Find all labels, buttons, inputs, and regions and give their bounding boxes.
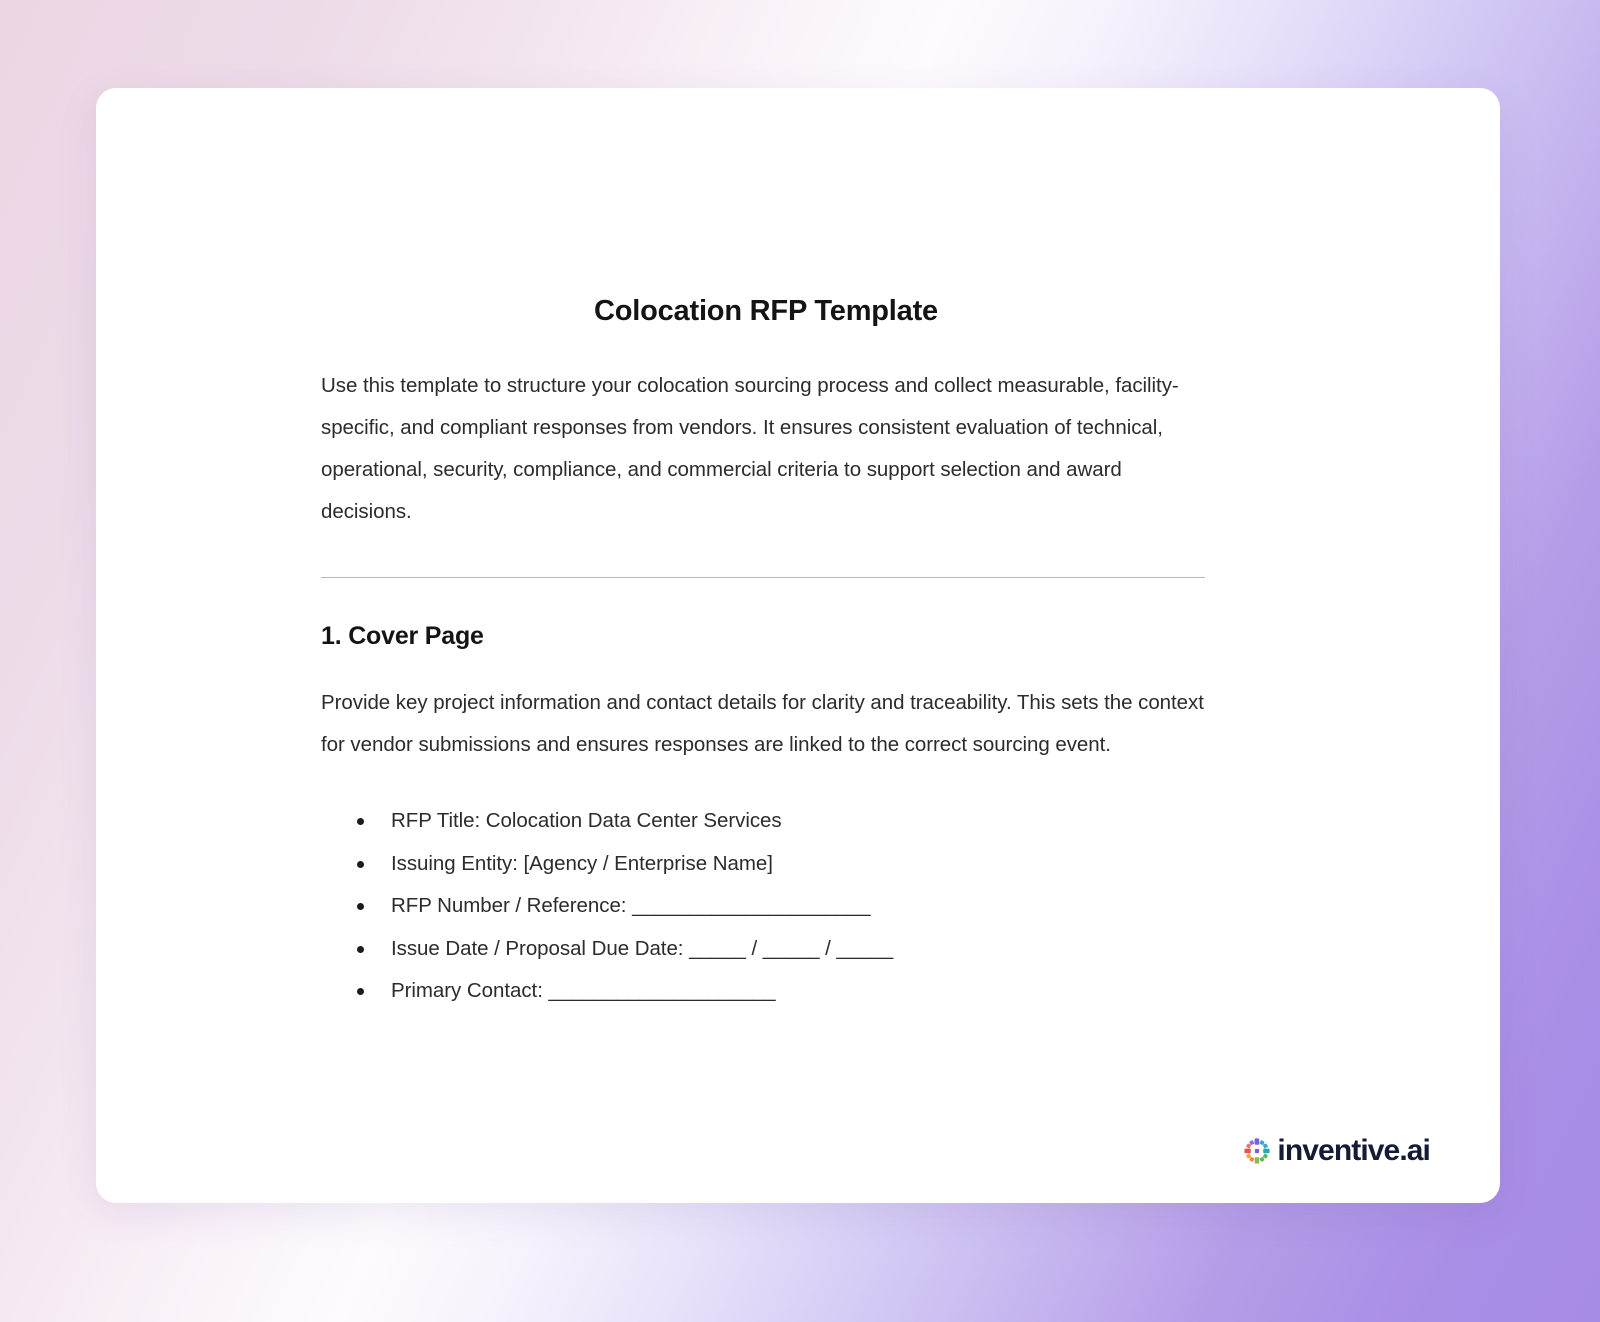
list-item xyxy=(321,928,1211,971)
list-item-label: RFP Number / Reference: _____________________ xyxy=(391,894,871,918)
bullet-dot-icon xyxy=(357,903,364,910)
list-item-label: RFP Title: Colocation Data Center Services xyxy=(391,809,782,833)
bullet-dot-icon xyxy=(357,861,364,868)
list-item xyxy=(321,843,1211,886)
document-content xyxy=(321,293,1211,1013)
section-heading-cover-page: 1. Cover Page xyxy=(321,622,484,651)
document-card xyxy=(96,88,1500,1203)
bullet-dot-icon xyxy=(357,818,364,825)
bullet-dot-icon xyxy=(357,988,364,995)
list-item xyxy=(321,800,1211,843)
cover-page-bullet-list xyxy=(321,800,1211,1013)
brand-logo xyxy=(1244,1136,1430,1166)
document-intro-paragraph: Use this template to structure your colocation sourcing process and collect measurable, facility-specific, and compliant responses from vendors. It ensures consistent evaluation of technical, operational, security, compliance, and commercial criteria to support selection and award decisions. xyxy=(321,374,1179,524)
list-item-label: Primary Contact: ____________________ xyxy=(391,979,776,1003)
list-item-label: Issue Date / Proposal Due Date: _____ / _____ / _____ xyxy=(391,936,894,960)
section-divider xyxy=(321,577,1205,578)
section-body-cover-page: Provide key project information and contact details for clarity and traceability. This sets the context for vendor submissions and ensures responses are linked to the correct sourcing event. xyxy=(321,691,1204,757)
inventive-pinwheel-icon xyxy=(1244,1138,1270,1164)
list-item xyxy=(321,970,1211,1013)
list-item-label: Issuing Entity: [Agency / Enterprise Name] xyxy=(391,851,773,875)
list-item xyxy=(321,885,1211,928)
bullet-dot-icon xyxy=(357,946,364,953)
brand-name-label: inventive.ai xyxy=(1277,1134,1430,1167)
page-title: Colocation RFP Template xyxy=(594,295,938,327)
